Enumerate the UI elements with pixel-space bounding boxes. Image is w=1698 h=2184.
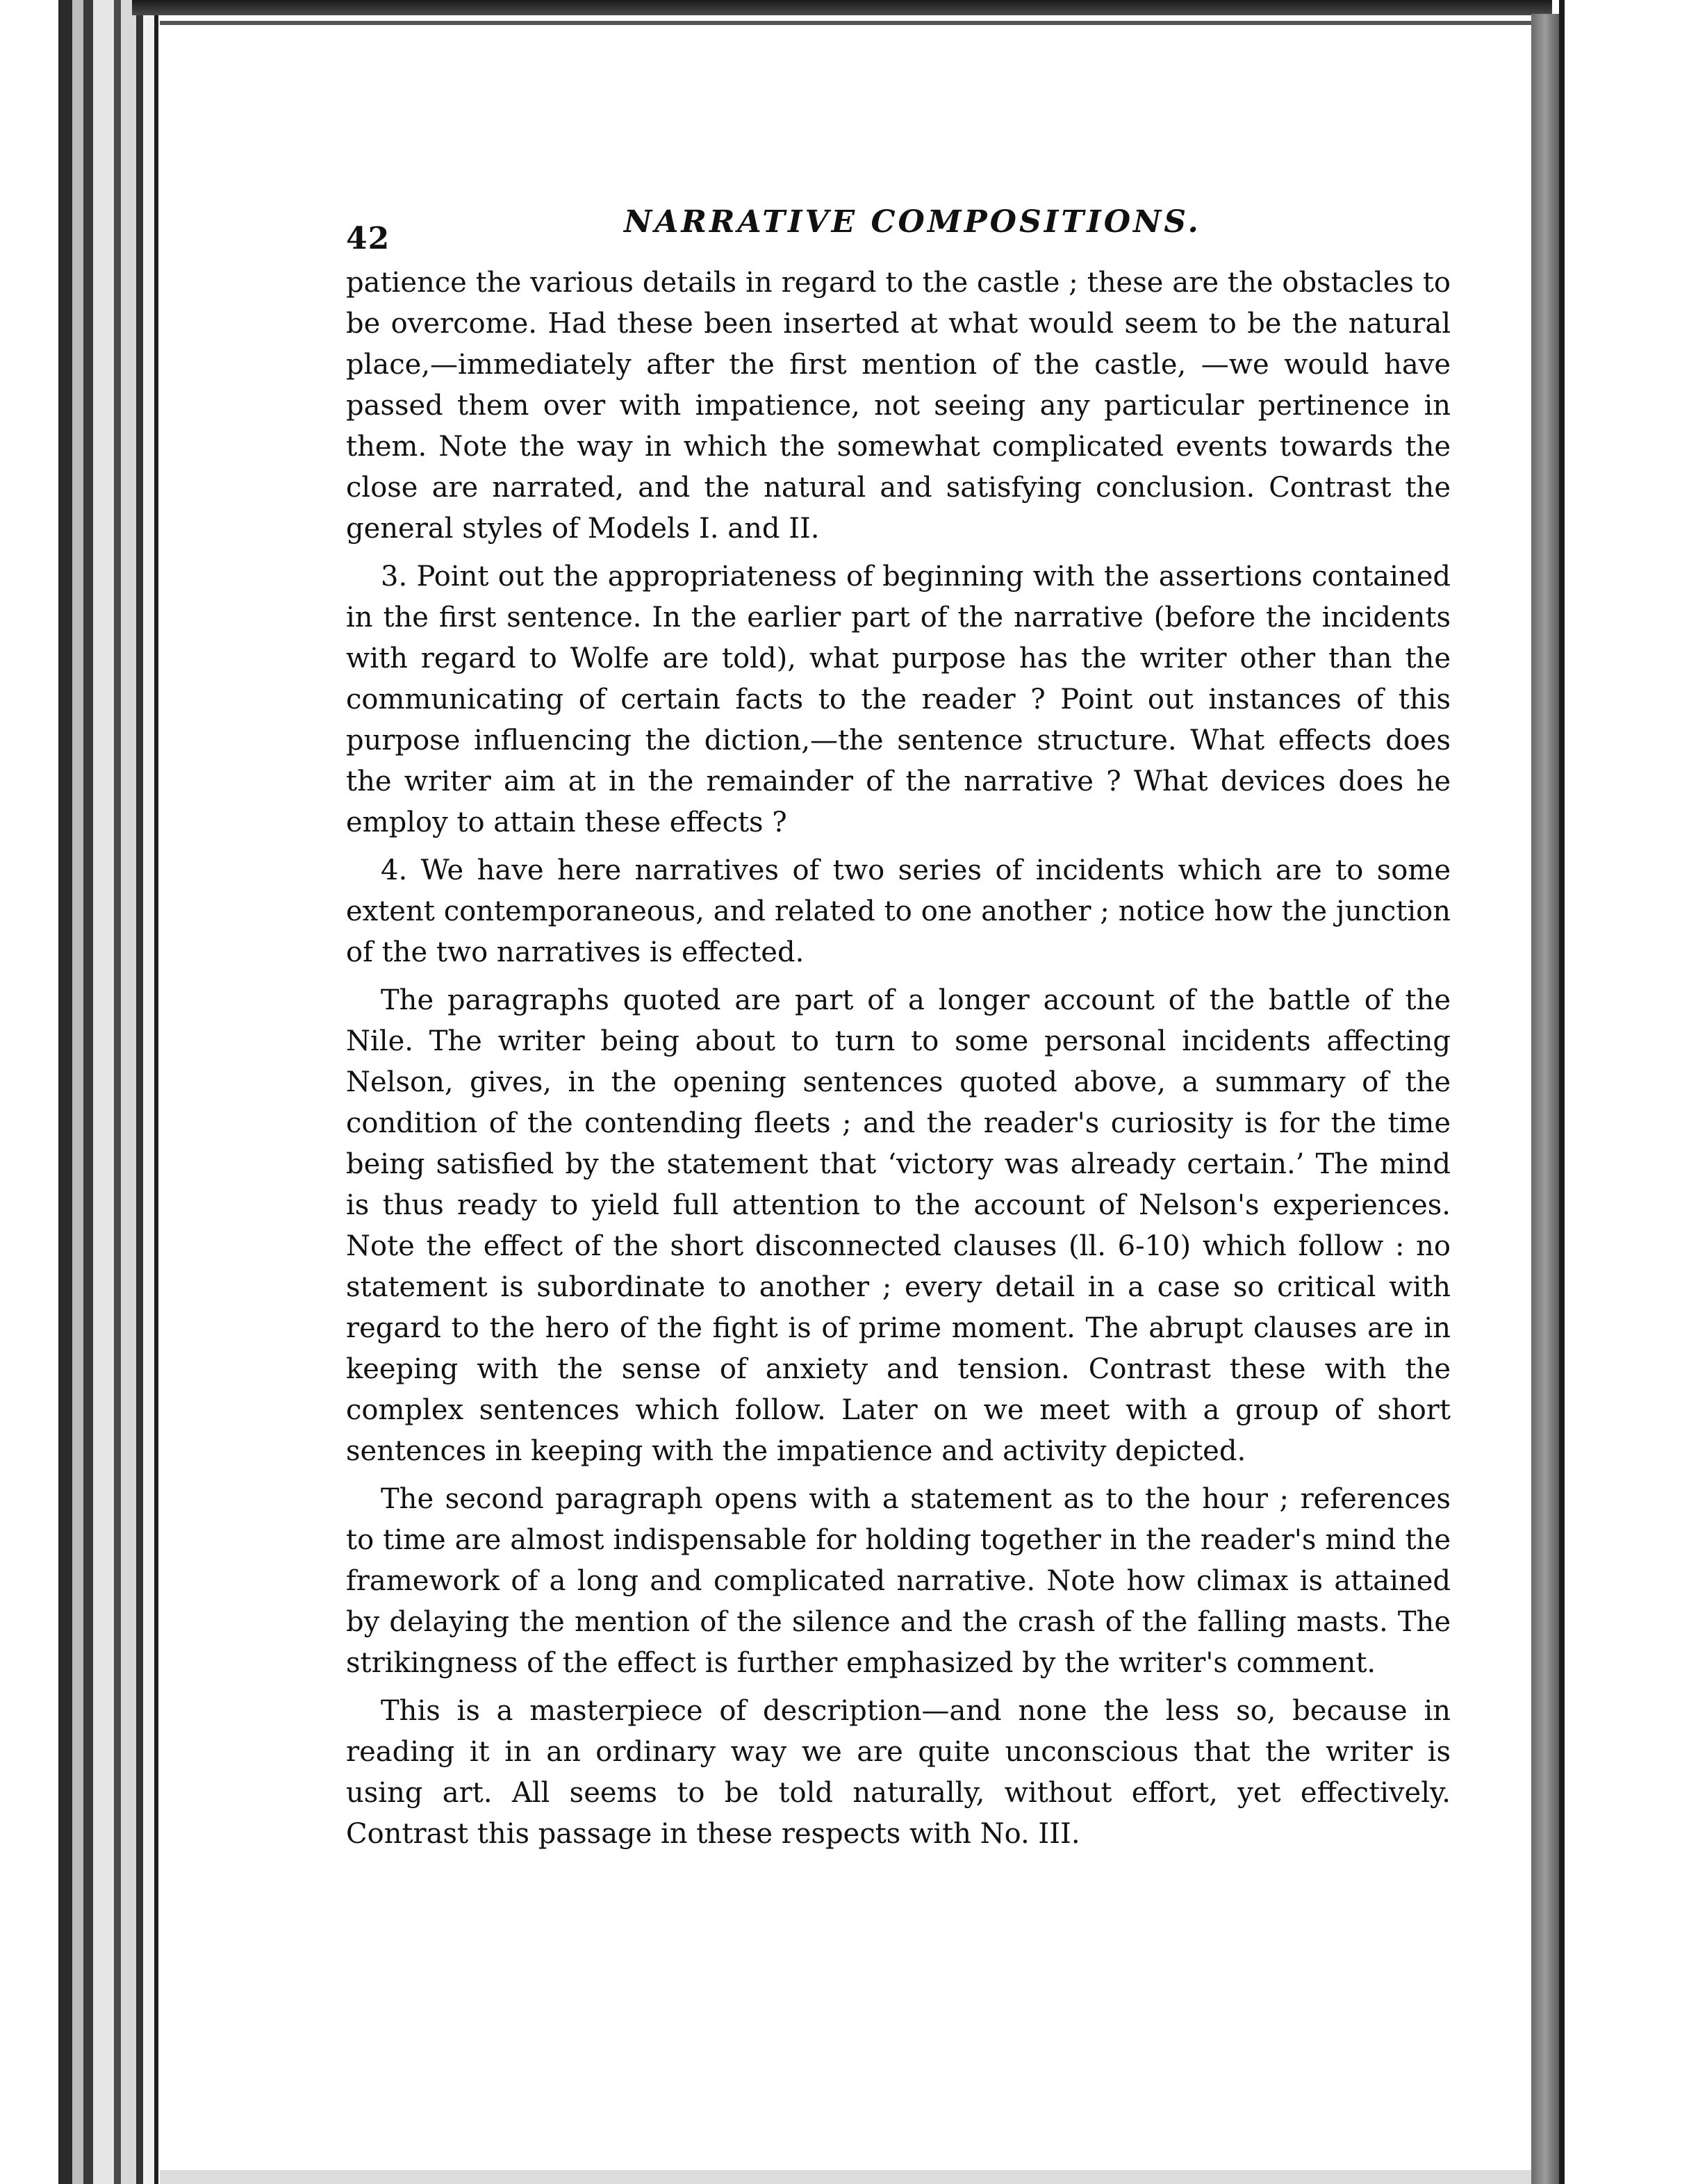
book-edge xyxy=(58,0,72,2184)
page-top-border xyxy=(132,0,1552,15)
page-number: 42 xyxy=(346,221,390,256)
paragraph: The paragraphs quoted are part of a longer account of the battle of the Nile. The writer being about to turn to some personal incidents affecting Nelson, gives, in the opening sentences quoted above, a summary of the condition of the contending fleets ; and the reader's curiosity is for the time being satisfied by the statement that ‘victory was already certain.’ The mind is thus ready to yield full attention to the account of Nelson's experiences. Note the effect of the short disconnected clauses (ll. 6-10) which follow : no statement is subordinate to another ; every detail in a case so critical with regard to the hero of the fight is of prime moment. The abrupt clauses are in keeping with the sense of anxiety and tension. Contrast these with the complex sentences which follow. Later on we meet with a group of short sentences in keeping with the impatience and activity depicted. xyxy=(346,984,1451,1467)
paragraph: patience the various details in regard to the castle ; these are the obstacles to be overcome. Had these been inserted at what would seem to be the natural place,—immediately after the first mention of the castle, —we would have passed them over with impatience, not seeing any particular pertinence in them. Note the way in which the somewhat complicated events towards the close are narrated, and the natural and satisfying conclusion. Contrast the general styles of Models I. and II. xyxy=(346,267,1451,545)
paragraph: 3. Point out the appropriateness of beginning with the assertions contained in the first sentence. In the earlier part of the narrative (before the incidents with regard to Wolfe are told), what purpose has the writer other than the communicating of certain facts to the reader ? Point out instances of this purpose influencing the diction,—the sentence structure. What effects does the writer aim at in the remainder of the narrative ? What devices does he employ to attain these effects ? xyxy=(346,561,1451,838)
running-title: NARRATIVE COMPOSITIONS. xyxy=(624,204,1201,240)
paragraph: 4. We have here narratives of two series of incidents which are to some extent contemporaneous, and related to one another ; notice how the junction of the two narratives is effected. xyxy=(346,854,1451,968)
book-edge xyxy=(154,0,158,2184)
book-edge xyxy=(93,0,114,2184)
page-gutter xyxy=(1531,14,1559,2184)
book-edge xyxy=(83,0,93,2184)
book-edge xyxy=(136,0,143,2184)
paragraph: This is a masterpiece of description—and none the less so, because in reading it in an ordinary way we are quite unconscious that the writer is using art. All seems to be told naturally, without effort, yet effectively. Contrast this passage in these respects with No. III. xyxy=(346,1695,1451,1850)
running-head xyxy=(346,195,1451,257)
book-edge xyxy=(72,0,83,2184)
book-edge xyxy=(143,0,154,2184)
book-page xyxy=(346,195,1451,1855)
paragraph: The second paragraph opens with a statement as to the hour ; references to time are almost indispensable for holding together in the reader's mind the framework of a long and complicated narrative. Note how climax is attained by delaying the mention of the silence and the crash of the falling masts. The strikingness of the effect is further emphasized by the writer's comment. xyxy=(346,1483,1451,1679)
page-gutter-edge xyxy=(1559,0,1565,2184)
page-top-rule xyxy=(160,21,1531,25)
book-edge xyxy=(114,0,121,2184)
book-edge xyxy=(121,0,136,2184)
page-bottom-border xyxy=(160,2170,1531,2184)
